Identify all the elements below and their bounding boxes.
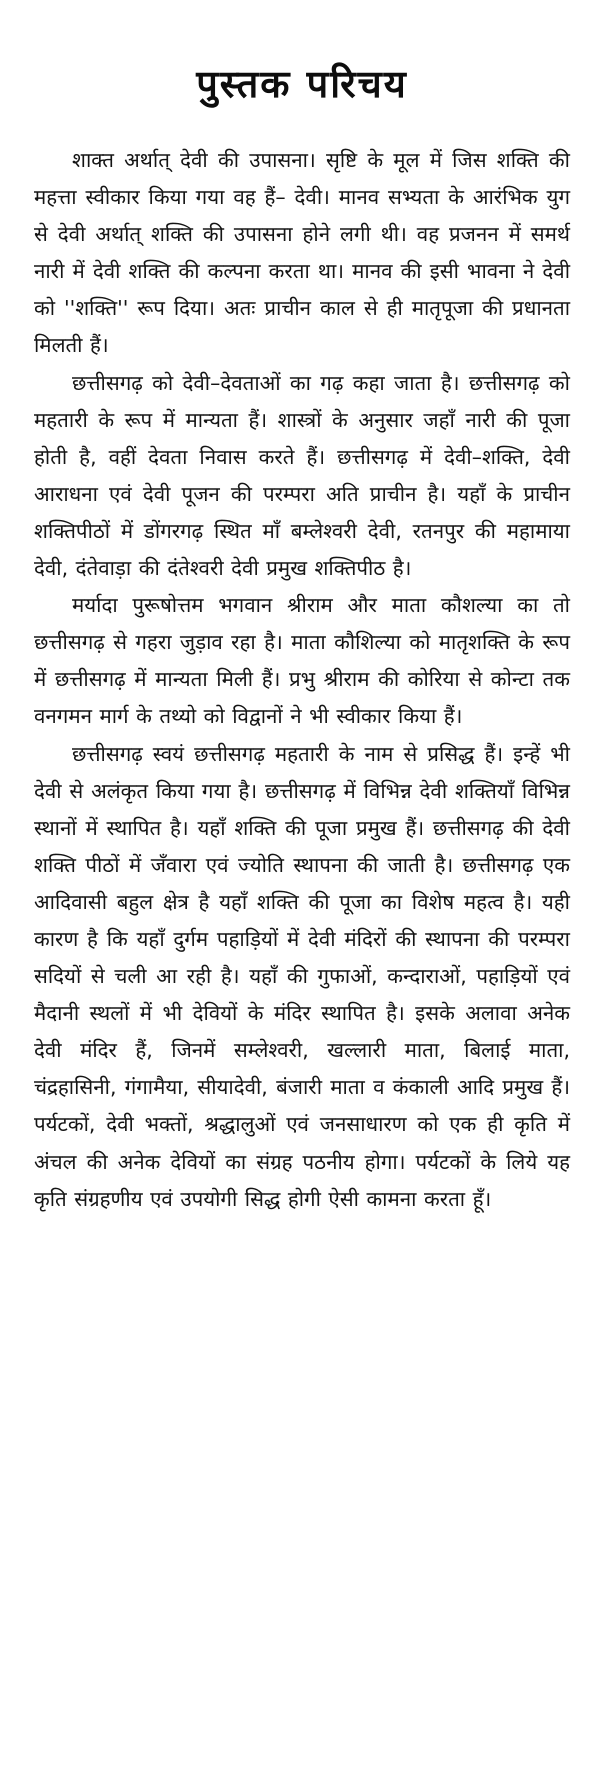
paragraph-2: छत्तीसगढ़ को देवी–देवताओं का गढ़ कहा जाता है। छत्तीसगढ़ को महतारी के रूप में मान्यता हैं। शास्त्रों के अनुसार जहाँ नारी की पूजा होती है, वहीं देवता निवास करते हैं। छत्तीसगढ़ में देवी–शक्ति, देवी आराधना एवं देवी पूजन की परम्परा अति प्राचीन है। यहाँ के प्राचीन शक्तिपीठों में डोंगरगढ़ स्थित माँ बम्लेश्वरी देवी, रतनपुर की महामाया देवी, दंतेवाड़ा की दंतेश्वरी देवी प्रमुख शक्तिपीठ है।: [34, 370, 570, 581]
paragraph-3: मर्यादा पुरूषोत्तम भगवान श्रीराम और माता कौशल्या का तो छत्तीसगढ़ से गहरा जुड़ाव रहा है। माता कौशिल्या को मातृशक्ति के रूप में छत्तीसगढ़ में मान्यता मिली हैं। प्रभु श्रीराम की कोरिया से कोन्टा तक वनगमन मार्ग के तथ्यो को विद्वानों ने भी स्वीकार किया हैं।: [34, 593, 570, 729]
paragraph-1: शाक्त अर्थात् देवी की उपासना। सृष्टि के मूल में जिस शक्ति की महत्ता स्वीकार किया गया वह हैं– देवी। मानव सभ्यता के आरंभिक युग से देवी अर्थात् शक्ति की उपासना होने लगी थी। वह प्रजनन में समर्थ नारी में देवी शक्ति की कल्पना करता था। मानव की इसी भावना ने देवी को ''शक्ति'' रूप दिया। अतः प्राचीन काल से ही मातृपूजा की प्रधानता मिलती हैं।: [34, 148, 570, 358]
paragraph-4: छत्तीसगढ़ स्वयं छत्तीसगढ़ महतारी के नाम से प्रसिद्ध हैं। इन्हें भी देवी से अलंकृत किया गया है। छत्तीसगढ़ में विभिन्न देवी शक्तियाँ विभिन्न स्थानों में स्थापित है। यहाँ शक्ति की पूजा प्रमुख हैं। छत्तीसगढ़ की देवी शक्ति पीठों में जँवारा एवं ज्योति स्थापना की जाती है। छत्तीसगढ़ एक आदिवासी बहुल क्षेत्र है यहाँ शक्ति की पूजा का विशेष महत्व है। यही कारण है कि यहाँ दुर्गम पहाड़ियों में देवी मंदिरों की स्थापना की परम्परा सदियों से चली आ रही है। यहाँ की गुफाओं, कन्दाराओं, पहाड़ियों एवं मैदानी स्थलों में भी देवियों के मंदिर स्थापित है। इसके अलावा अनेक देवी मंदिर हैं, जिनमें सम्लेश्वरी, खल्लारी माता, बिलाई माता, चंद्रहासिनी, गंगामैया, सीयादेवी, बंजारी माता व कंकाली आदि प्रमुख हैं। पर्यटकों, देवी भक्तों, श्रद्धालुओं एवं जनसाधारण को एक ही कृति में अंचल की अनेक देवियों का संग्रह पठनीय होगा। पर्यटकों के लिये यह कृति संग्रहणीय एवं उपयोगी सिद्ध होगी ऐसी कामना करता हूँ।: [34, 741, 570, 1211]
page-title: पुस्तक परिचय: [196, 62, 408, 106]
